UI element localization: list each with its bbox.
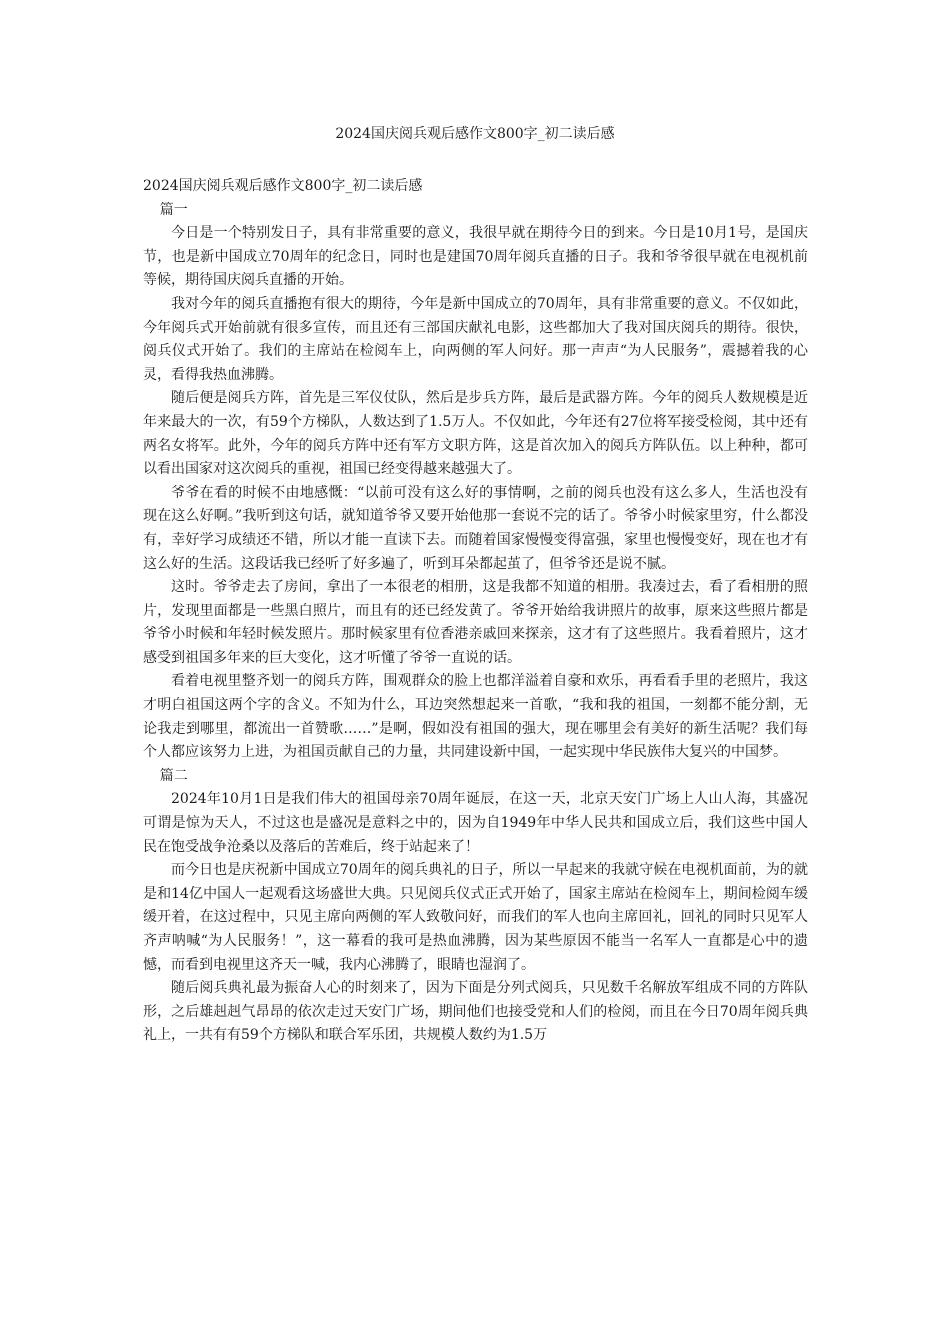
paragraph: 爷爷在看的时候不由地感慨：“以前可没有这么好的事情啊，之前的阅兵也没有这么多人，生活也没有现在这么好啊。”我听到这句话，就知道爷爷又要开始他那一套说不完的话了。爷爷小时候家里穷，什么都没有，幸好学习成绩还不错，所以才能一直读下去。而随着国家慢慢变得富强，家里也慢慢变好，现在也才有这么好的生活。这段话我已经听了好多遍了，听到耳朵都起茧了，但爷爷还是说不腻。 <box>143 484 808 572</box>
document-body <box>143 175 808 1048</box>
paragraph: 看着电视里整齐划一的阅兵方阵，围观群众的脸上也都洋溢着自豪和欢乐，再看看手里的老照片，我这才明白祖国这两个字的含义。不知为什么，耳边突然想起来一首歌，“我和我的祖国，一刻都不能分割，无论我走到哪里，都流出一首赞歌……”是啊，假如没有祖国的强大，现在哪里会有美好的新生活呢？我们每个人都应该努力上进，为祖国贡献自己的力量，共同建设新中国，一起实现中华民族伟大复兴的中国梦。 <box>143 673 808 761</box>
document-title: 2024国庆阅兵观后感作文800字_初二读后感 <box>335 126 615 142</box>
paragraph: 这时。爷爷走去了房间，拿出了一本很老的相册，这是我都不知道的相册。我凑过去，看了看相册的照片，发现里面都是一些黑白照片，而且有的还已经发黄了。爷爷开始给我讲照片的故事，原来这些照片都是爷爷小时候和年轻时候发照片。那时候家里有位香港亲戚回来探亲，这才有了这些照片。我看着照片，这才感受到祖国多年来的巨大变化，这才听懂了爷爷一直说的话。 <box>143 579 808 666</box>
article-heading: 2024国庆阅兵观后感作文800字_初二读后感 <box>143 178 423 194</box>
paragraph: 今日是一个特别发日子，具有非常重要的意义，我很早就在期待今日的到来。今日是10月1号，是国庆节，也是新中国成立70周年的纪念日，同时也是建国70周年阅兵直播的日子。我和爷爷很早就在电视机前等候，期待国庆阅兵直播的开始。 <box>143 225 808 289</box>
paragraph: 我对今年的阅兵直播抱有很大的期待，今年是新中国成立的70周年，具有非常重要的意义。不仅如此，今年阅兵式开始前就有很多宣传，而且还有三部国庆献礼电影，这些都加大了我对国庆阅兵的期待。很快，阅兵仪式开始了。我们的主席站在检阅车上，向两侧的军人问好。那一声声“为人民服务”，震撼着我的心灵，看得我热血沸腾。 <box>143 295 808 383</box>
paragraph: 2024年10月1日是我们伟大的祖国母亲70周年诞辰，在这一天，北京天安门广场上人山人海，其盛况可谓是惊为天人，不过这也是盛况是意料之中的，因为自1949年中华人民共和国成立后，我们这些中国人民在饱受战争沧桑以及落后的苦难后，终于站起来了！ <box>143 791 808 855</box>
paragraph: 而今日也是庆祝新中国成立70周年的阅兵典礼的日子，所以一早起来的我就守候在电视机面前，为的就是和14亿中国人一起观看这场盛世大典。只见阅兵仪式正式开始了，国家主席站在检阅车上，期间检阅车缓缓开着，在这过程中，只见主席向两侧的军人致敬问好，而我们的军人也向主席回礼，回礼的同时只见军人齐声呐喊“为人民服务！”，这一幕看的我可是热血沸腾，因为某些原因不能当一名军人一直都是心中的遗憾，而看到电视里这齐天一喊，我内心沸腾了，眼睛也湿润了。 <box>143 862 808 973</box>
section-label-1: 篇一 <box>159 201 188 218</box>
paragraph: 随后便是阅兵方阵，首先是三军仪仗队，然后是步兵方阵，最后是武器方阵。今年的阅兵人数规模是近年来最大的一次，有59个方梯队，人数达到了1.5万人。不仅如此，今年还有27位将军接受检阅，其中还有两名女将军。此外，今年的阅兵方阵中还有军方文职方阵，这是首次加入的阅兵方阵队伍。以上种种，都可以看出国家对这次阅兵的重视，祖国已经变得越来越强大了。 <box>143 390 808 478</box>
section-label-2: 篇二 <box>159 767 188 784</box>
paragraph: 随后阅兵典礼最为振奋人心的时刻来了，因为下面是分列式阅兵，只见数千名解放军组成不同的方阵队形，之后雄赳赳气昂昂的依次走过天安门广场，期间他们也接受党和人们的检阅，而且在今日70周年阅兵典礼上，一共有有59个方梯队和联合军乐团，共规模人数约为1.5万 <box>143 980 808 1044</box>
